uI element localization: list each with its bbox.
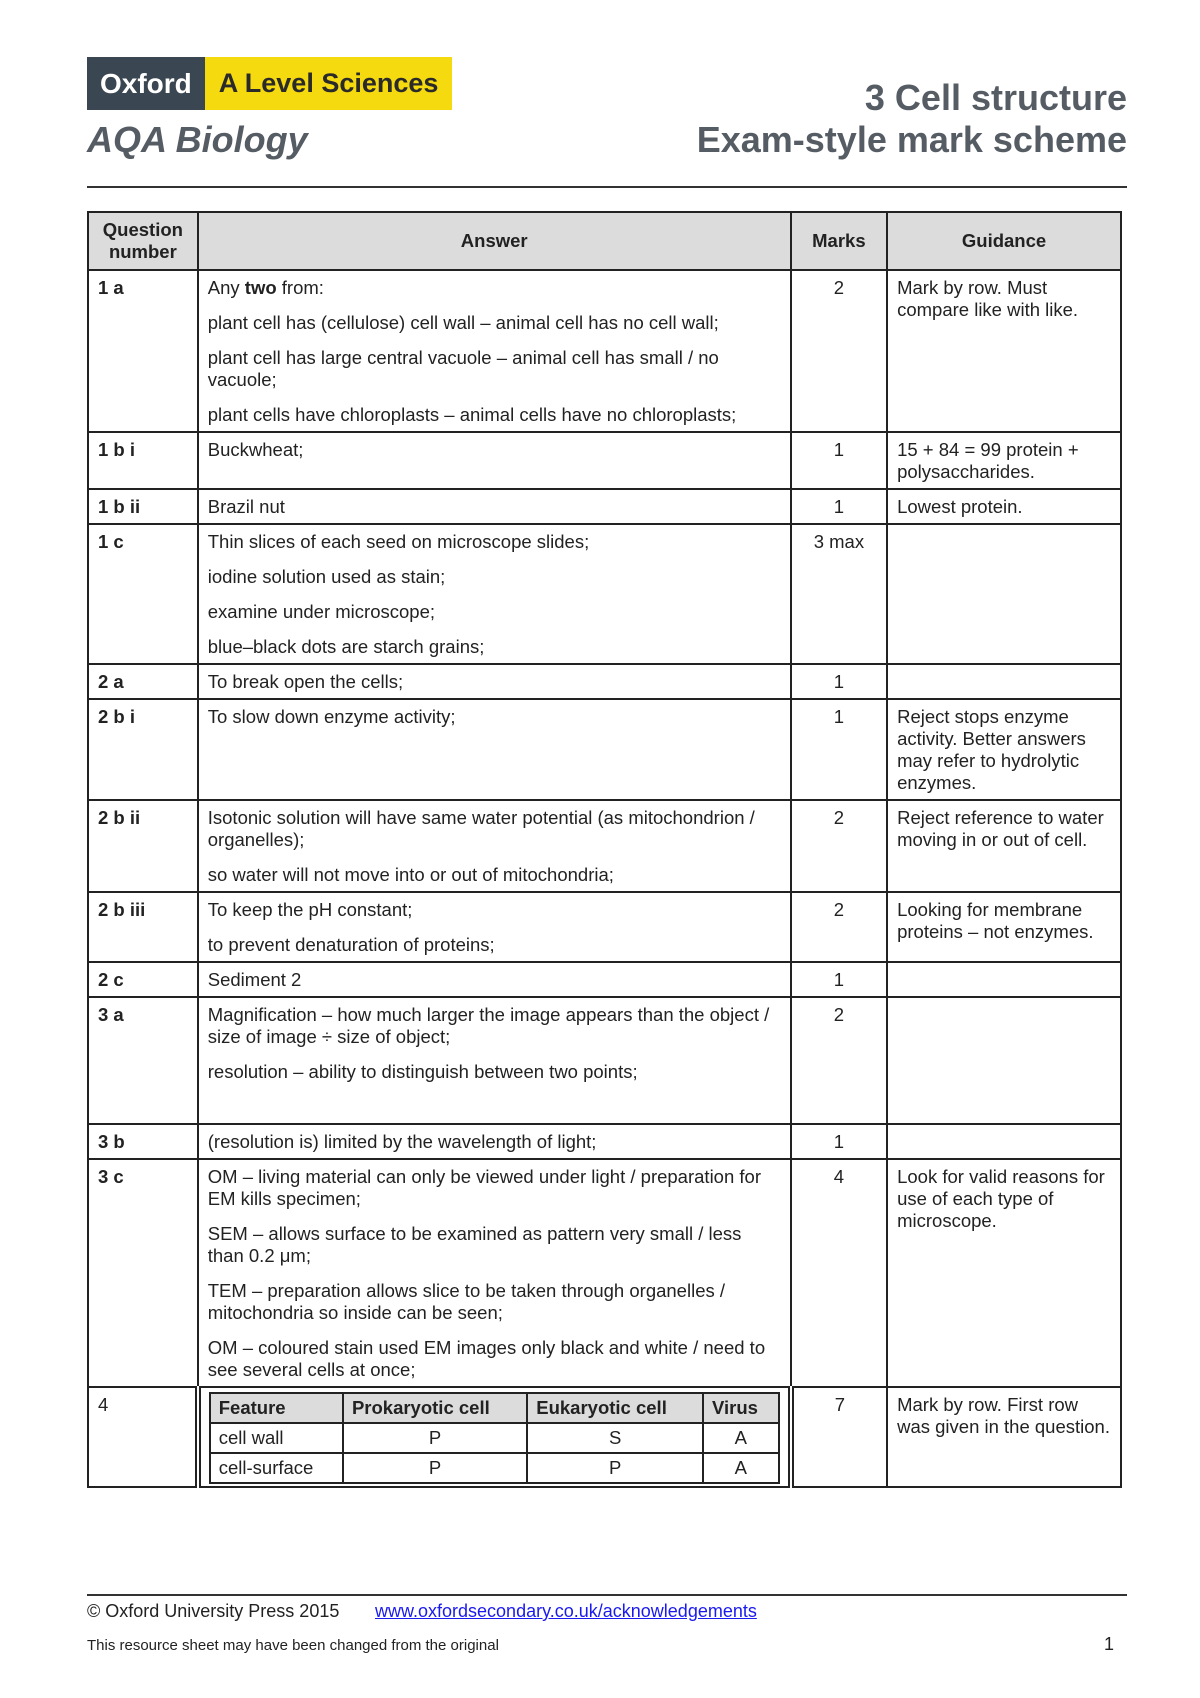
table-row: [88, 524, 1121, 664]
inner-cell: cell-surface: [210, 1453, 343, 1483]
inner-cell: P: [343, 1423, 527, 1453]
marks-cell: 4: [791, 1159, 887, 1387]
marks-cell: 1: [791, 664, 887, 699]
question-number: 3 b: [88, 1124, 198, 1159]
answer-line: plant cells have chloroplasts – animal cells have no chloroplasts;: [207, 404, 737, 425]
answer-line: Thin slices of each seed on microscope slides;: [207, 531, 590, 552]
guidance-cell: [887, 997, 1121, 1124]
answer-line: to prevent denaturation of proteins;: [207, 934, 495, 955]
marks-cell: 1: [791, 699, 887, 800]
marks-cell: 1: [791, 489, 887, 524]
mark-scheme-table: [87, 211, 1122, 1488]
marks-cell: 2: [791, 892, 887, 962]
inner-header-virus: Virus: [703, 1393, 779, 1423]
header-divider: [87, 186, 1127, 188]
inner-header-feature: Feature: [210, 1393, 343, 1423]
question-number: 2 b i: [88, 699, 198, 800]
page-header: [87, 57, 1127, 187]
logo-oxford-text: Oxford: [87, 57, 205, 110]
answer-line: OM – living material can only be viewed under light / preparation for EM kills specimen;: [207, 1166, 761, 1209]
answer-cell: [198, 1124, 791, 1159]
answer-line: so water will not move into or out of mitochondria;: [207, 864, 614, 885]
question-number: 1 c: [88, 524, 198, 664]
table-row: [88, 432, 1121, 489]
logo-series-text: A Level Sciences: [205, 57, 453, 110]
header-guidance: Guidance: [887, 212, 1121, 270]
answer-line: TEM – preparation allows slice to be taken through organelles / mitochondria so inside can be seen;: [207, 1280, 726, 1323]
inner-cell: P: [527, 1453, 703, 1483]
marks-cell: 2: [791, 270, 887, 432]
copyright-text: © Oxford University Press 2015: [87, 1601, 340, 1621]
header-question-number: Question number: [88, 212, 198, 270]
marks-cell: 7: [791, 1387, 887, 1487]
inner-cell: A: [703, 1453, 779, 1483]
table-row: [88, 489, 1121, 524]
table-row: [88, 664, 1121, 699]
question-number: 4: [88, 1387, 198, 1487]
header-marks: Marks: [791, 212, 887, 270]
answer-line: plant cell has large central vacuole – animal cell has small / no vacuole;: [207, 347, 719, 390]
question-number: 1 b i: [88, 432, 198, 489]
guidance-cell: [887, 664, 1121, 699]
guidance-cell: Look for valid reasons for use of each type of microscope.: [887, 1159, 1121, 1387]
answer-cell: [198, 1159, 791, 1387]
answer-line: OM – coloured stain used EM images only black and white / need to see several cells at once;: [207, 1337, 766, 1380]
inner-cell: A: [703, 1423, 779, 1453]
question-number: 3 c: [88, 1159, 198, 1387]
inner-row: [210, 1453, 779, 1483]
table-row: [88, 1124, 1121, 1159]
table-row-q4: [88, 1387, 1121, 1487]
answer-line: Sediment 2: [207, 969, 302, 990]
marks-cell: 2: [791, 800, 887, 892]
marks-cell: 1: [791, 432, 887, 489]
guidance-cell: 15 + 84 = 99 protein + polysaccharides.: [887, 432, 1121, 489]
table-row: [88, 270, 1121, 432]
answer-line: To slow down enzyme activity;: [207, 706, 456, 727]
inner-cell: P: [343, 1453, 527, 1483]
answer-cell: [198, 699, 791, 800]
answer-line: plant cell has (cellulose) cell wall – animal cell has no cell wall;: [207, 312, 719, 333]
question-number: 1 a: [88, 270, 198, 432]
answer-line: To break open the cells;: [207, 671, 404, 692]
question-number: 2 c: [88, 962, 198, 997]
answer-line: (resolution is) limited by the wavelength of light;: [207, 1131, 597, 1152]
page-number: 1: [1103, 1634, 1114, 1654]
footer-divider: [87, 1594, 1127, 1596]
table-row: [88, 892, 1121, 962]
table-row: [88, 699, 1121, 800]
inner-header-prokaryotic: Prokaryotic cell: [343, 1393, 527, 1423]
table-body: [88, 270, 1121, 1487]
answer-line: Brazil nut: [207, 496, 285, 517]
marks-cell: 1: [791, 962, 887, 997]
guidance-cell: [887, 524, 1121, 664]
table-row: [88, 997, 1121, 1124]
guidance-cell: [887, 962, 1121, 997]
acknowledgements-link[interactable]: www.oxfordsecondary.co.uk/acknowledgements: [375, 1601, 757, 1621]
answer-cell: [198, 432, 791, 489]
answer-cell: [198, 489, 791, 524]
inner-row: [210, 1423, 779, 1453]
answer-cell: [198, 962, 791, 997]
answer-line: SEM – allows surface to be examined as pattern very small / less than 0.2 μm;: [207, 1223, 742, 1266]
answer-line: To keep the pH constant;: [207, 899, 413, 920]
marks-cell: 1: [791, 1124, 887, 1159]
guidance-cell: [887, 1124, 1121, 1159]
answer-cell: [198, 1387, 791, 1487]
answer-line: examine under microscope;: [207, 601, 435, 622]
question-number: 1 b ii: [88, 489, 198, 524]
marks-cell: 2: [791, 997, 887, 1124]
question-number: 3 a: [88, 997, 198, 1124]
answer-cell: [198, 997, 791, 1124]
answer-line: blue–black dots are starch grains;: [207, 636, 485, 657]
oxford-logo: [87, 57, 452, 110]
answer-line: Isotonic solution will have same water potential (as mitochondrion / organelles);: [207, 807, 755, 850]
question-number: 2 a: [88, 664, 198, 699]
answer-line: Magnification – how much larger the image appears than the object / size of image ÷ size of object;: [207, 1004, 770, 1047]
answer-cell: [198, 524, 791, 664]
answer-line: iodine solution used as stain;: [207, 566, 446, 587]
guidance-cell: Mark by row. First row was given in the question.: [887, 1387, 1121, 1487]
guidance-cell: Looking for membrane proteins – not enzymes.: [887, 892, 1121, 962]
table-row: [88, 800, 1121, 892]
table-header-row: [88, 212, 1121, 270]
answer-cell: [198, 800, 791, 892]
inner-header-row: [210, 1393, 779, 1423]
table-row: [88, 1159, 1121, 1387]
guidance-cell: Reject stops enzyme activity. Better answers may refer to hydrolytic enzymes.: [887, 699, 1121, 800]
document-title: Exam-style mark scheme: [696, 119, 1127, 160]
subject-title: AQA Biology: [87, 119, 308, 160]
inner-cell: S: [527, 1423, 703, 1453]
table-row: [88, 962, 1121, 997]
marks-cell: 3 max: [791, 524, 887, 664]
guidance-cell: Mark by row. Must compare like with like.: [887, 270, 1121, 432]
guidance-cell: Lowest protein.: [887, 489, 1121, 524]
resource-note: This resource sheet may have been changed from the original: [87, 1637, 499, 1654]
cell-feature-table: [209, 1392, 780, 1484]
question-number: 2 b iii: [88, 892, 198, 962]
answer-cell: [198, 892, 791, 962]
answer-cell: [198, 664, 791, 699]
answer-cell: [198, 270, 791, 432]
header-answer: Answer: [198, 212, 791, 270]
question-number: 2 b ii: [88, 800, 198, 892]
inner-header-eukaryotic: Eukaryotic cell: [527, 1393, 703, 1423]
answer-line-intro: Any two from:: [207, 277, 324, 298]
chapter-title: 3 Cell structure: [864, 77, 1127, 118]
answer-line: resolution – ability to distinguish between two points;: [207, 1061, 638, 1082]
answer-line: Buckwheat;: [207, 439, 304, 460]
inner-cell: cell wall: [210, 1423, 343, 1453]
guidance-cell: Reject reference to water moving in or out of cell.: [887, 800, 1121, 892]
